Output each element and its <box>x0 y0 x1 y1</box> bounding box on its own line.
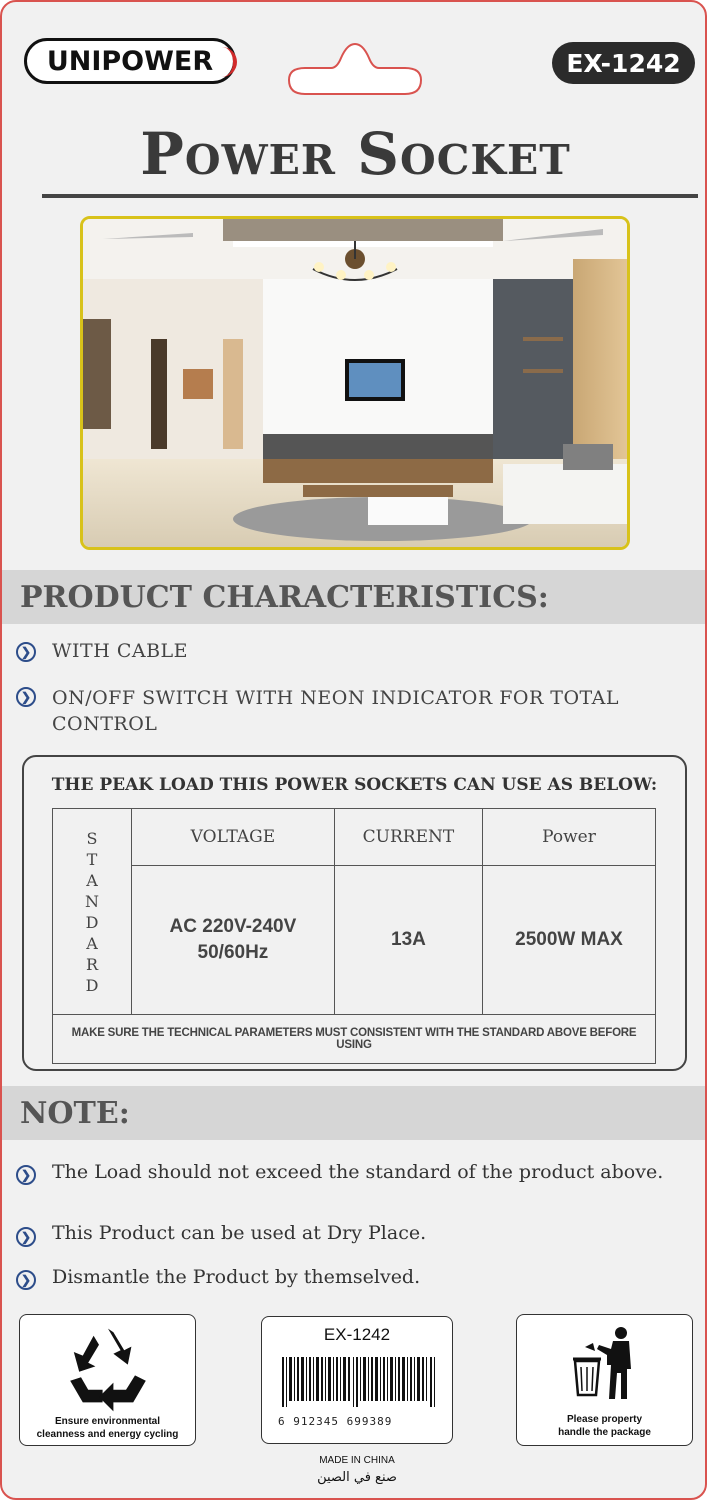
trash-person-icon <box>569 1325 641 1403</box>
note-item: This Product can be used at Dry Place. <box>52 1222 427 1244</box>
made-in-china: MADE IN CHINA <box>319 1455 395 1466</box>
voltage-value <box>132 866 335 1015</box>
characteristic-item: WITH CABLE <box>52 640 189 662</box>
voltage-frequency: 50/60Hz <box>197 942 269 963</box>
brand-logo <box>24 38 236 84</box>
power-value: 2500W MAX <box>483 866 656 1015</box>
model-badge: EX-1242 <box>552 42 695 84</box>
brand-name: UNIPOWER <box>46 45 214 77</box>
disposal-caption: Please property handle the package <box>558 1414 651 1438</box>
note-heading: NOTE: <box>20 1096 130 1131</box>
barcode-box <box>261 1316 453 1444</box>
note-item: The Load should not exceed the standard of the product above. <box>52 1161 664 1183</box>
chevron-right-icon: ❯ <box>16 642 36 662</box>
voltage-range: AC 220V-240V <box>169 916 297 937</box>
standard-label <box>53 809 132 1015</box>
spec-table <box>52 808 656 1064</box>
chevron-right-icon: ❯ <box>16 1165 36 1185</box>
header-power: Power <box>483 809 656 866</box>
barcode-icon <box>282 1357 438 1407</box>
barcode-digits: 6 912345 699389 <box>278 1415 393 1428</box>
disposal-box <box>516 1314 693 1446</box>
title-underline <box>42 194 698 198</box>
standard-vertical-text: S T A N D A R D <box>85 828 99 995</box>
barcode-model: EX-1242 <box>323 1325 391 1344</box>
chevron-right-icon: ❯ <box>16 1270 36 1290</box>
peak-load-box <box>22 755 687 1071</box>
living-room-illustration <box>83 219 627 547</box>
recycle-box <box>19 1314 196 1446</box>
living-room-photo <box>80 216 630 550</box>
chevron-right-icon: ❯ <box>16 687 36 707</box>
page-title: Power Socket <box>140 120 571 188</box>
chevron-right-icon: ❯ <box>16 1227 36 1247</box>
recycle-caption: Ensure environmental cleanness and energy cycling <box>36 1416 179 1440</box>
spec-footnote: MAKE SURE THE TECHNICAL PARAMETERS MUST CONSISTENT WITH THE STANDARD ABOVE BEFORE USING <box>53 1015 656 1064</box>
peak-load-title: THE PEAK LOAD THIS POWER SOCKETS CAN USE AS BELOW: <box>51 775 658 795</box>
logo-swoosh <box>219 47 237 77</box>
header-voltage: VOLTAGE <box>132 809 335 866</box>
note-item: Dismantle the Product by themselved. <box>52 1266 421 1288</box>
characteristic-item: ON/OFF SWITCH WITH NEON INDICATOR FOR TOTAL CONTROL <box>52 687 620 735</box>
header-current: CURRENT <box>334 809 482 866</box>
hanger-hole-icon <box>287 42 423 100</box>
current-value: 13A <box>334 866 482 1015</box>
characteristics-heading: PRODUCT CHARACTERISTICS: <box>20 580 549 615</box>
made-in-china-arabic: صنع في الصين <box>317 1470 397 1485</box>
recycle-icon <box>62 1325 154 1415</box>
